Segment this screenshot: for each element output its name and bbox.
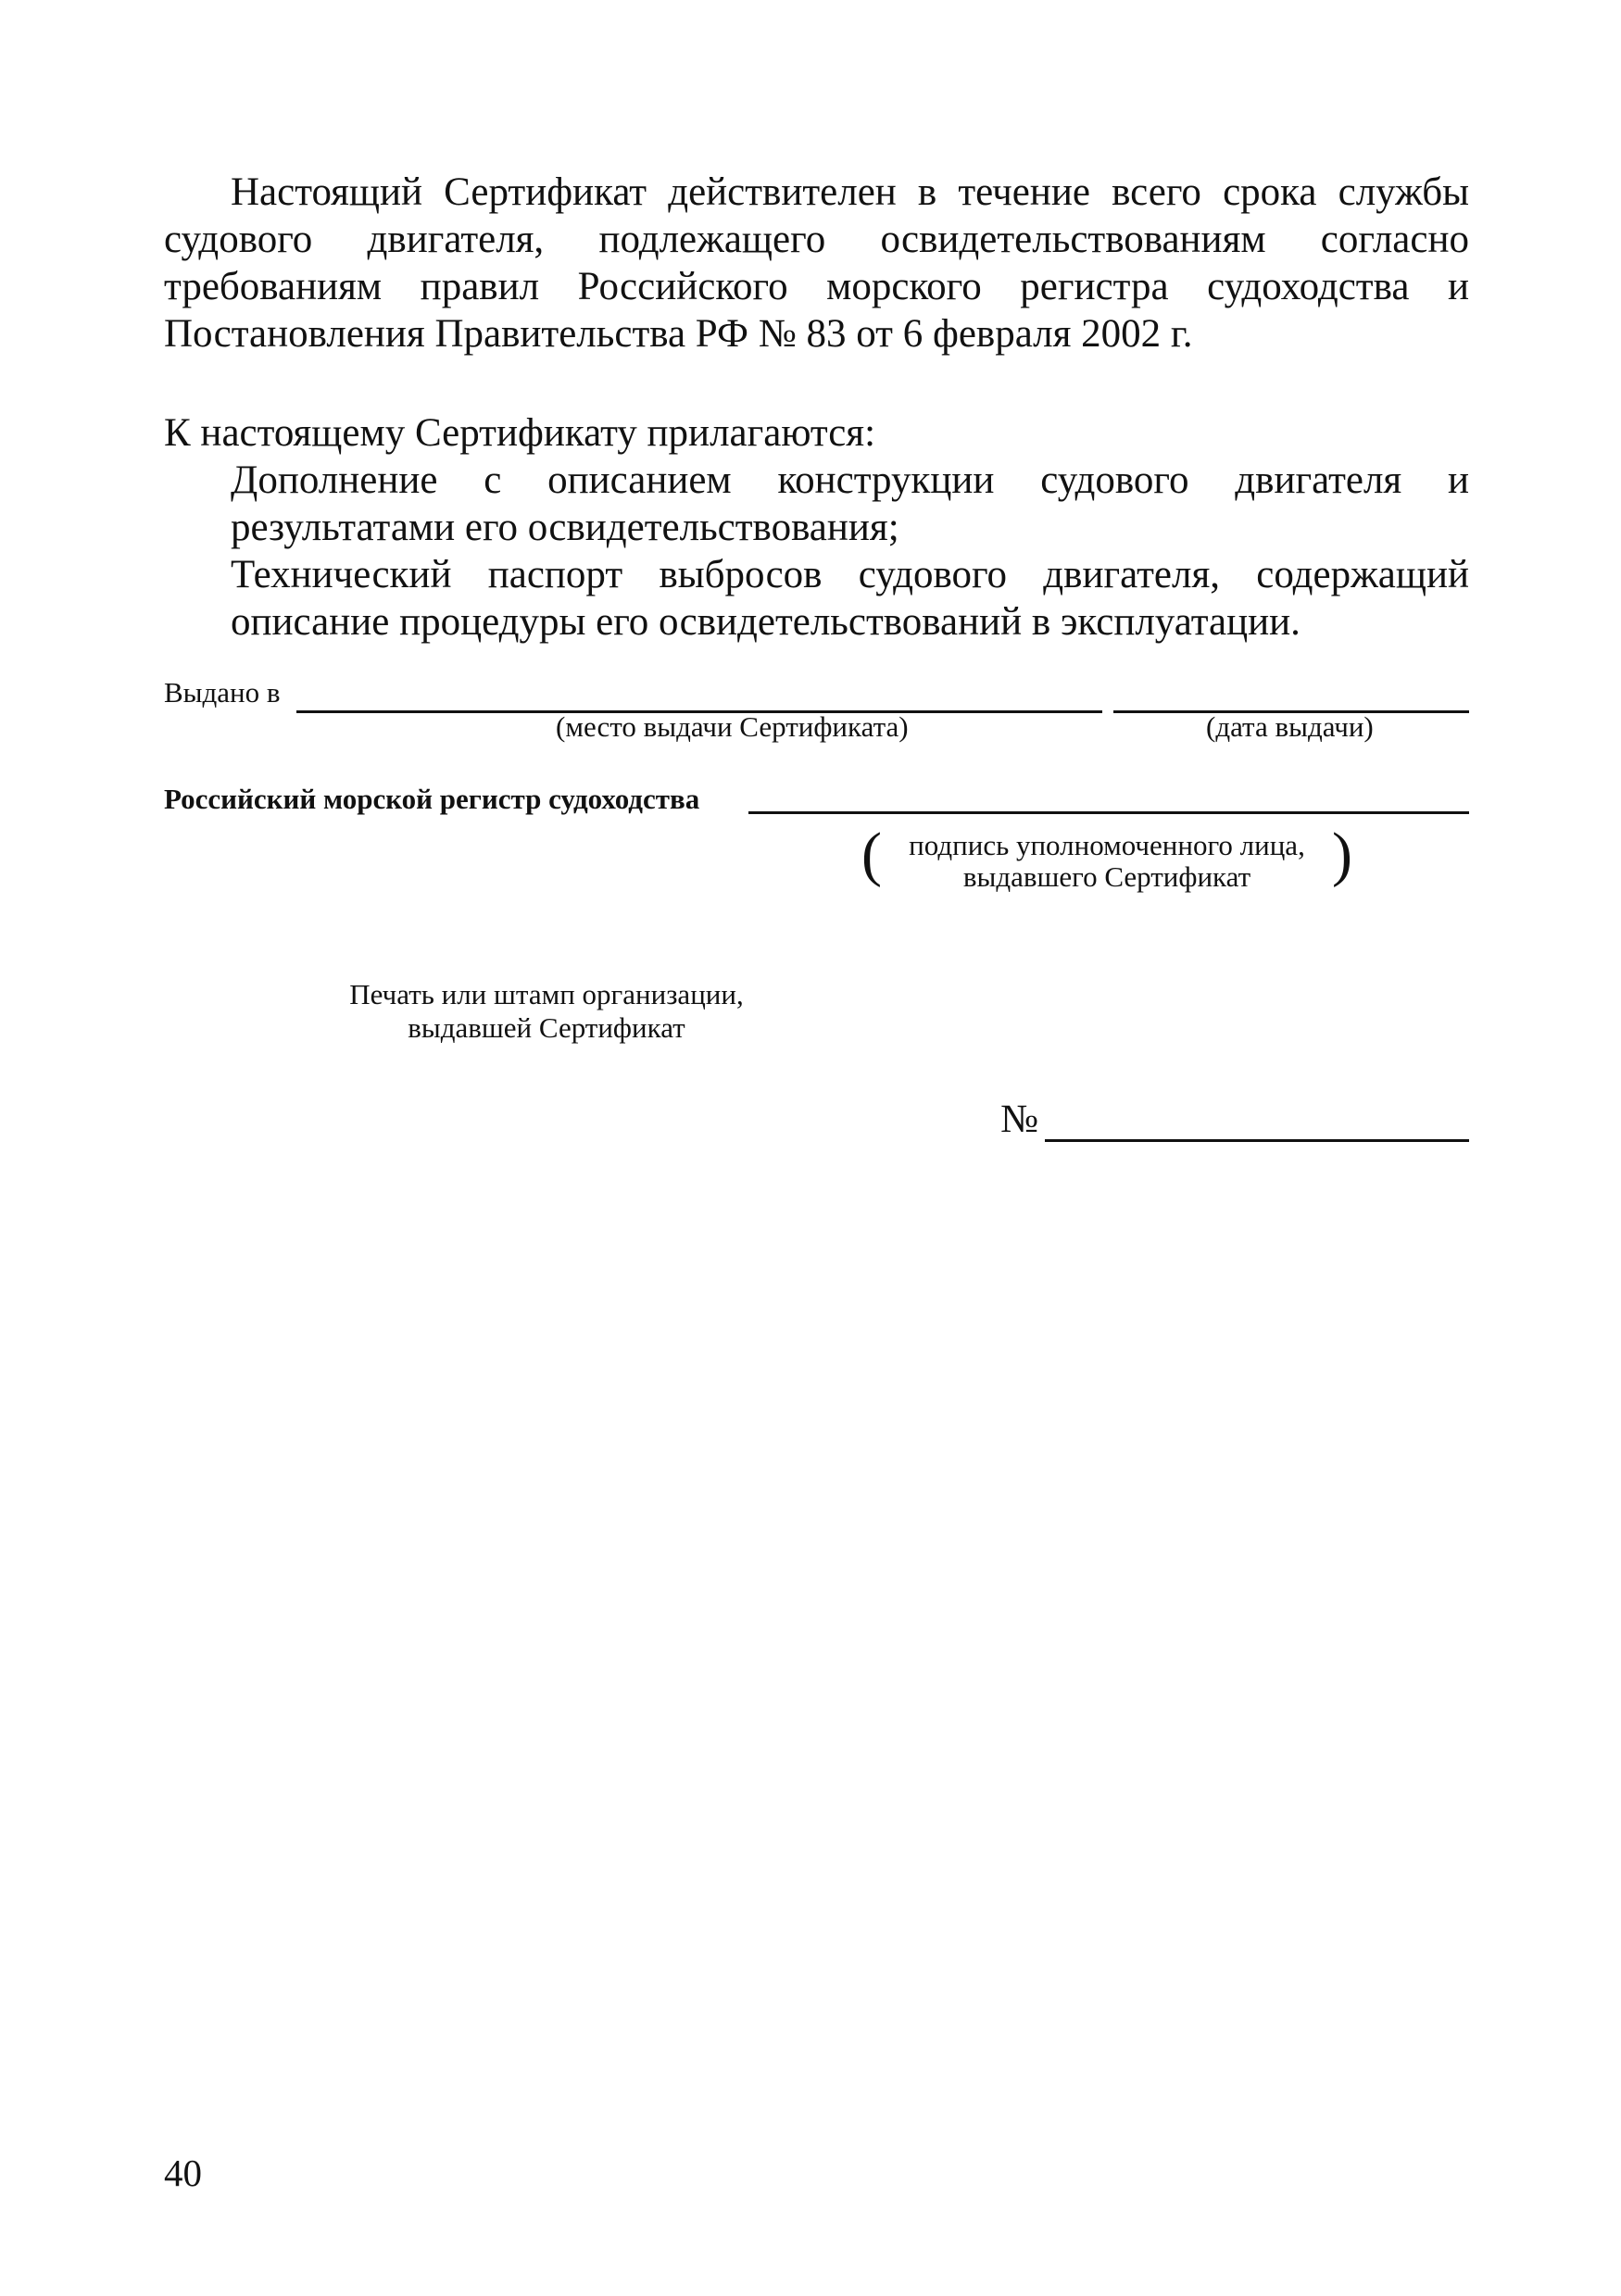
- attachments-heading: К настоящему Сертификату прилагаются:: [164, 411, 876, 455]
- stamp-caption-line-2: выдавшей Сертификат: [408, 1011, 685, 1044]
- page-number: 40: [164, 2152, 202, 2194]
- certificate-number-line[interactable]: [1045, 1139, 1469, 1142]
- signature-caption-line-2: выдавшего Сертификат: [962, 860, 1251, 893]
- signature-line[interactable]: [748, 811, 1469, 814]
- signature-caption-block: [861, 821, 1352, 898]
- date-of-issue-caption: (дата выдачи): [1206, 710, 1374, 743]
- certificate-number-label: №: [1000, 1098, 1039, 1141]
- validity-paragraph: Настоящий Сертификат действителен в течение всего срока службы судового двигателя, подлежащего освидетельствованиям согласно требованиям правил Российского морского регистра судоходства и Постановления Правительства РФ № 83 от 6 февраля 2002 г.: [164, 170, 1469, 356]
- stamp-caption-line-1: Печать или штамп организации,: [349, 978, 744, 1010]
- place-of-issue-caption: (место выдачи Сертификата): [556, 710, 909, 743]
- signature-caption-line-1: подпись уполномоченного лица,: [909, 829, 1305, 861]
- register-name-label: Российский морской регистр судоходства: [164, 783, 700, 815]
- issued-in-label: Выдано в: [164, 676, 281, 709]
- left-parenthesis: (: [861, 821, 882, 888]
- attachment-item-supplement: Дополнение с описанием конструкции судового двигателя и результатами его освидетельствования;: [231, 458, 1469, 549]
- stamp-caption: [306, 978, 787, 1045]
- attachment-item-passport: Технический паспорт выбросов судового двигателя, содержащий описание процедуры его освидетельствований в эксплуатации.: [231, 553, 1469, 644]
- signature-caption: [861, 830, 1352, 893]
- right-parenthesis: ): [1332, 821, 1352, 888]
